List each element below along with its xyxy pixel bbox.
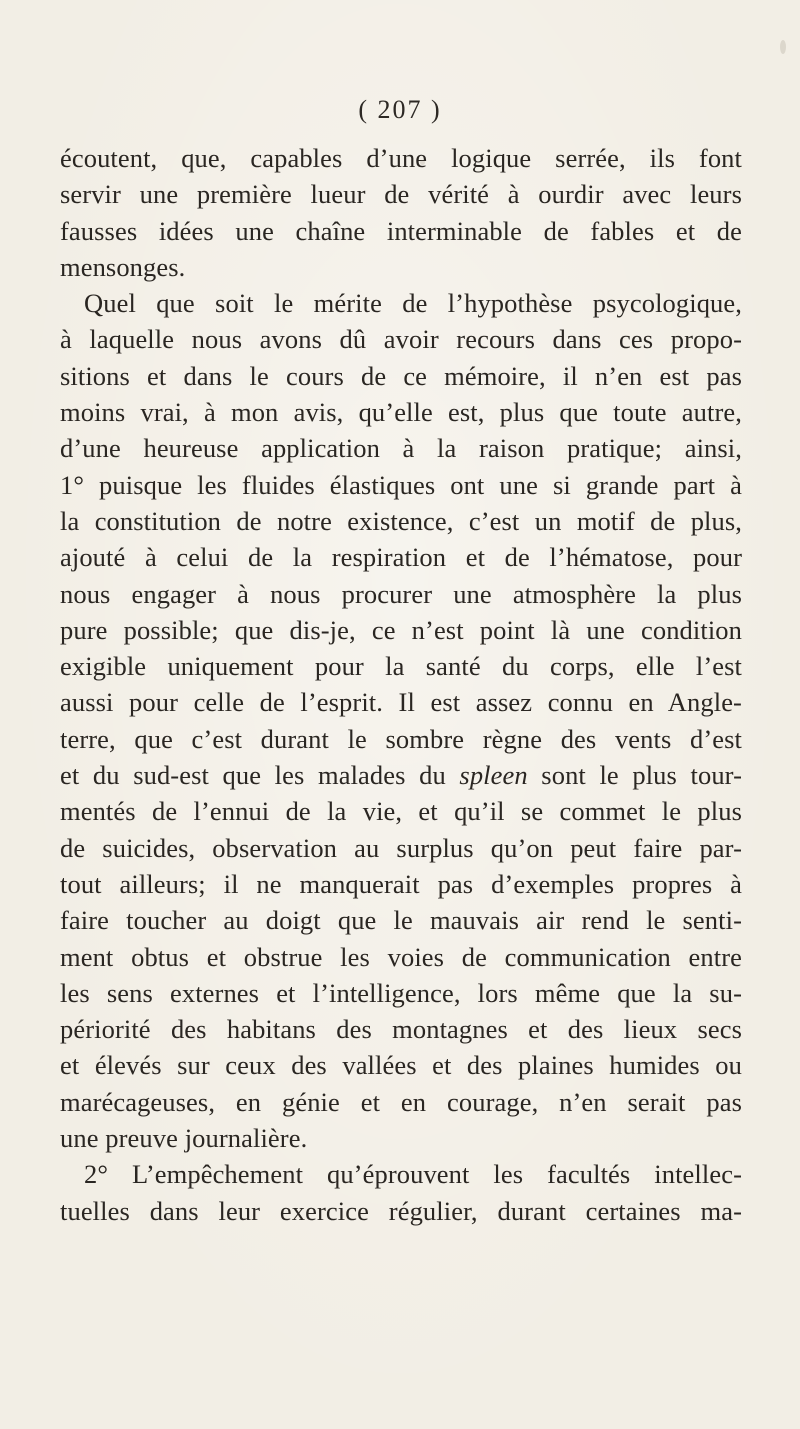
text-line bbox=[60, 285, 742, 321]
text-run: tout ailleurs; il ne manquerait pas d’exemples propres à bbox=[60, 868, 742, 899]
text-line bbox=[60, 939, 742, 975]
text-line bbox=[60, 1120, 742, 1156]
text-line bbox=[60, 503, 742, 539]
text-line bbox=[60, 793, 742, 829]
text-run: et élevés sur ceux des vallées et des plaines humides ou bbox=[60, 1050, 742, 1081]
text-run: aussi pour celle de l’esprit. Il est assez connu en Angle- bbox=[60, 687, 742, 718]
text-line bbox=[60, 1047, 742, 1083]
text-line bbox=[60, 467, 742, 503]
text-line bbox=[60, 721, 742, 757]
text-line bbox=[60, 684, 742, 720]
text-run: tuelles dans leur exercice régulier, durant certaines ma- bbox=[60, 1195, 742, 1226]
text-line bbox=[60, 394, 742, 430]
text-line bbox=[60, 975, 742, 1011]
italic-word: spleen bbox=[459, 760, 528, 791]
paper-spot bbox=[420, 160, 425, 165]
text-line bbox=[60, 358, 742, 394]
body-text bbox=[60, 140, 742, 1229]
text-run: à laquelle nous avons dû avoir recours dans ces propo- bbox=[60, 324, 742, 355]
text-run: moins vrai, à mon avis, qu’elle est, plus que toute autre, bbox=[60, 397, 742, 428]
text-line bbox=[60, 576, 742, 612]
text-run: exigible uniquement pour la santé du corps, elle l’est bbox=[60, 651, 742, 682]
text-line bbox=[60, 830, 742, 866]
text-line bbox=[60, 321, 742, 357]
text-run: nous engager à nous procurer une atmosphère la plus bbox=[60, 578, 742, 609]
text-run: et du sud-est que les malades du bbox=[60, 760, 460, 791]
text-run: fausses idées une chaîne interminable de fables et de bbox=[60, 215, 742, 246]
text-run: d’une heureuse application à la raison pratique; ainsi, bbox=[60, 433, 742, 464]
text-run: périorité des habitans des montagnes et des lieux secs bbox=[60, 1014, 742, 1045]
text-run: marécageuses, en génie et en courage, n’en serait pas bbox=[60, 1086, 742, 1117]
text-run: pure possible; que dis-je, ce n’est point là une condition bbox=[60, 614, 742, 645]
text-run: 1° puisque les fluides élastiques ont une si grande part à bbox=[60, 469, 742, 500]
text-line bbox=[60, 1193, 742, 1229]
text-run: les sens externes et l’intelligence, lors même que la su- bbox=[60, 977, 742, 1008]
text-run: ment obtus et obstrue les voies de communication entre bbox=[60, 941, 742, 972]
text-line bbox=[60, 1156, 742, 1192]
text-line bbox=[60, 1011, 742, 1047]
text-run: 2° L’empêchement qu’éprouvent les facultés intellec- bbox=[84, 1159, 742, 1190]
text-run: Quel que soit le mérite de l’hypothèse psycologique, bbox=[84, 288, 742, 319]
text-line bbox=[60, 140, 742, 176]
text-line bbox=[60, 213, 742, 249]
text-line bbox=[60, 648, 742, 684]
text-run: la constitution de notre existence, c’est un motif de plus, bbox=[60, 505, 742, 536]
text-line bbox=[60, 249, 742, 285]
text-run: une preuve journalière. bbox=[60, 1123, 308, 1154]
paper-spot bbox=[780, 40, 786, 54]
text-line bbox=[60, 902, 742, 938]
text-run: de suicides, observation au surplus qu’on peut faire par- bbox=[60, 832, 742, 863]
text-line bbox=[60, 612, 742, 648]
text-line bbox=[60, 539, 742, 575]
text-run: sitions et dans le cours de ce mémoire, il n’en est pas bbox=[60, 360, 742, 391]
text-run: écoutent, que, capables d’une logique serrée, ils font bbox=[60, 143, 742, 173]
text-run: mensonges. bbox=[60, 251, 186, 282]
text-run: servir une première lueur de vérité à ourdir avec leurs bbox=[60, 179, 742, 210]
text-run: faire toucher au doigt que le mauvais air rend le senti- bbox=[60, 905, 742, 936]
text-run: sont le plus tour- bbox=[527, 760, 743, 791]
text-line bbox=[60, 176, 742, 212]
text-line bbox=[60, 866, 742, 902]
text-line bbox=[60, 1084, 742, 1120]
text-line bbox=[60, 757, 742, 793]
text-run: terre, que c’est durant le sombre règne des vents d’est bbox=[60, 723, 742, 754]
text-run: ajouté à celui de la respiration et de l’hématose, pour bbox=[60, 542, 742, 573]
text-run: mentés de l’ennui de la vie, et qu’il se commet le plus bbox=[60, 796, 742, 827]
text-line bbox=[60, 430, 742, 466]
page-number: ( 207 ) bbox=[358, 95, 442, 124]
